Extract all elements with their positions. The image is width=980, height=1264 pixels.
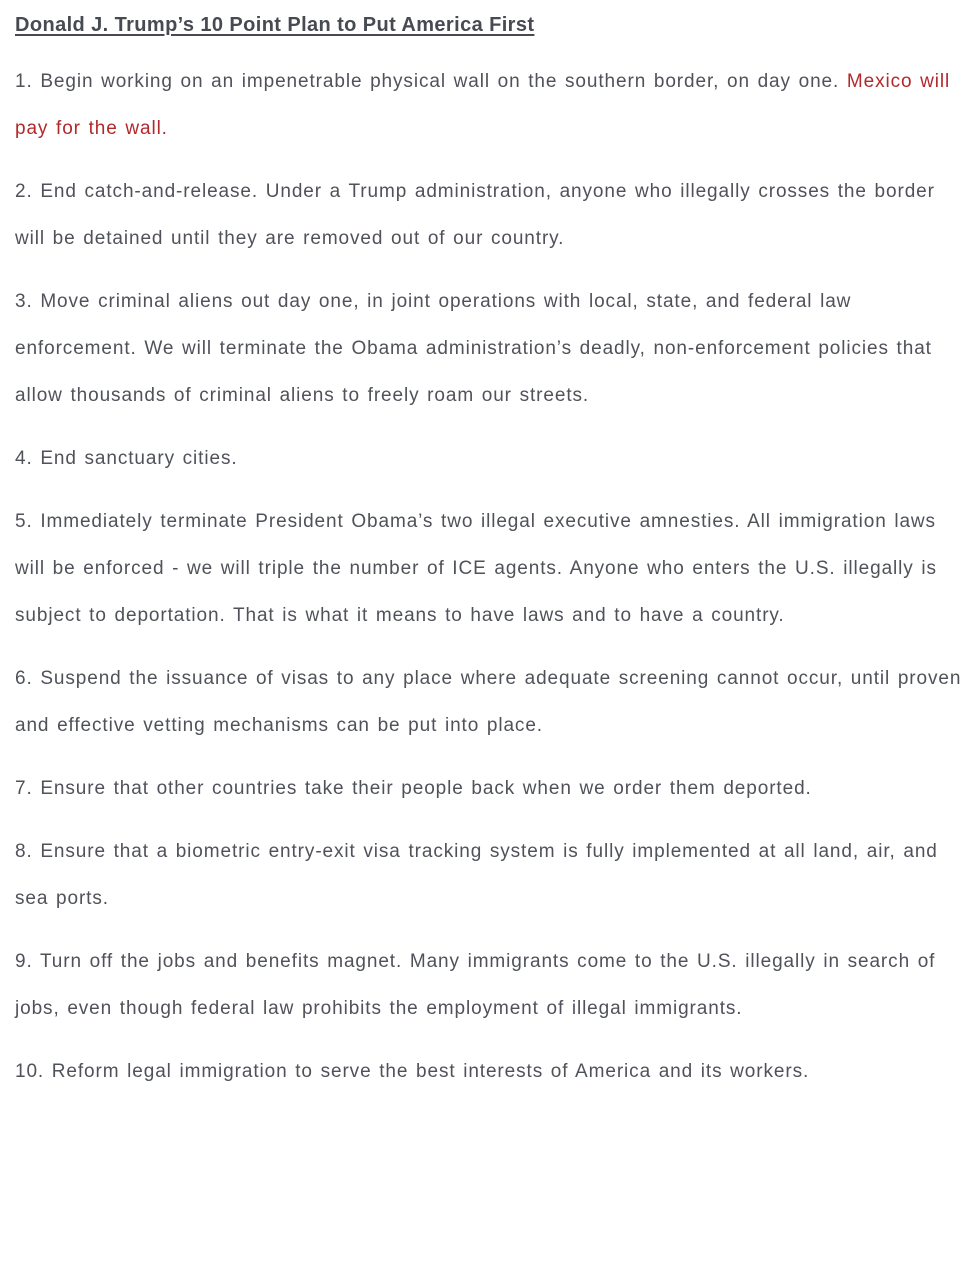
plan-point-9: 9. Turn off the jobs and benefits magnet. Many immigrants come to the U.S. illegally in search of jobs, even though federal law prohibits the employment of illegal immigrants. bbox=[15, 951, 936, 1019]
plan-point-5: 5. Immediately terminate President Obama’s two illegal executive amnesties. All immigration laws will be enforced - we will triple the number of ICE agents. Anyone who enters the U.S. illegally is subject to deportation. That is what it means to have laws and to have a country. bbox=[15, 511, 937, 626]
mexico-pay-highlight: Mexico will pay for the wall. bbox=[15, 71, 951, 139]
plan-point-3: 3. Move criminal aliens out day one, in joint operations with local, state, and federal law enforcement. We will terminate the Obama administration’s deadly, non-enforcement policies that allow thousands of criminal aliens to freely roam our streets. bbox=[15, 291, 932, 406]
plan-point-8: 8. Ensure that a biometric entry-exit visa tracking system is fully implemented at all land, air, and sea ports. bbox=[15, 841, 938, 909]
plan-point-10: 10. Reform legal immigration to serve the best interests of America and its workers. bbox=[15, 1061, 810, 1082]
plan-point-6: 6. Suspend the issuance of visas to any place where adequate screening cannot occur, until proven and effective vetting mechanisms can be put into place. bbox=[15, 668, 962, 736]
plan-point-1 bbox=[15, 58, 962, 152]
plan-point-7: 7. Ensure that other countries take their people back when we order them deported. bbox=[15, 778, 812, 799]
plan-point-2: 2. End catch-and-release. Under a Trump administration, anyone who illegally crosses the border will be detained until they are removed out of our country. bbox=[15, 181, 935, 249]
plan-point-4: 4. End sanctuary cities. bbox=[15, 448, 238, 469]
page-title: Donald J. Trump’s 10 Point Plan to Put America First bbox=[15, 14, 535, 36]
plan-point-1-text: 1. Begin working on an impenetrable physical wall on the southern border, on day one. bbox=[15, 71, 840, 92]
